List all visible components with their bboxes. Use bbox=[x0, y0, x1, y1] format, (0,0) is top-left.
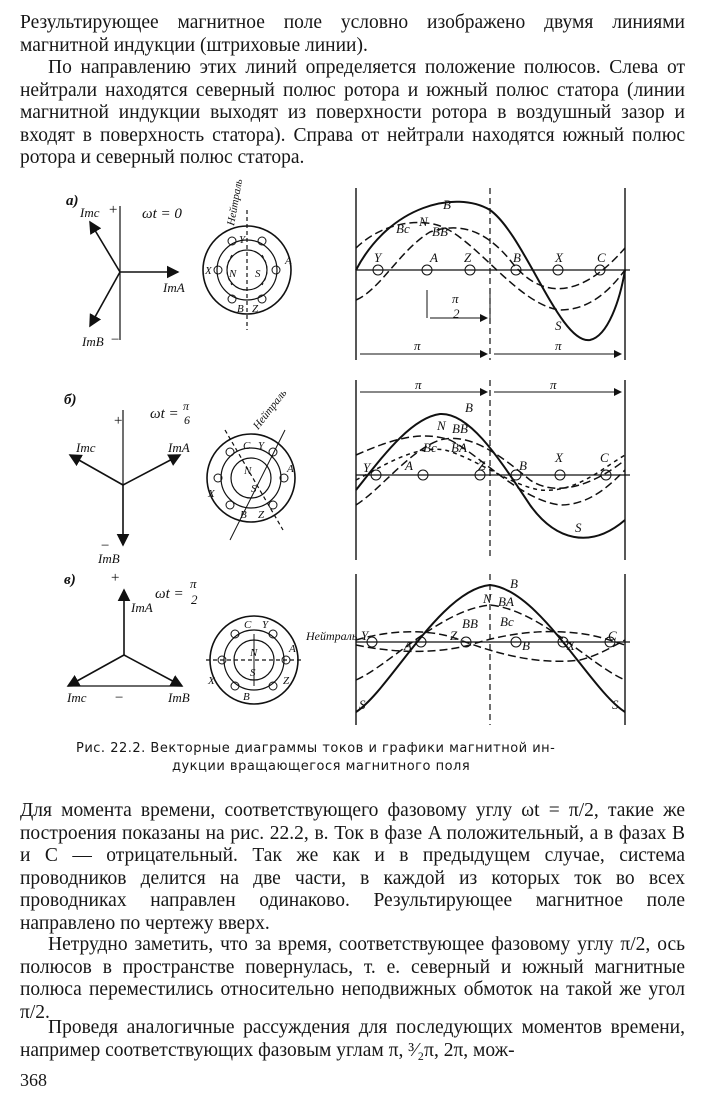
panel-c-wt-num: π bbox=[190, 576, 197, 591]
panel-c-letter: в) bbox=[64, 572, 76, 588]
panel-c-rotor-a: A bbox=[289, 643, 296, 655]
panel-c-graph bbox=[356, 574, 630, 725]
panel-a-graph-pi-half-num: π bbox=[452, 291, 459, 306]
panel-c-neutral-label: Нейтраль bbox=[306, 629, 358, 643]
panel-b-graph bbox=[356, 380, 630, 560]
panel-c-graph-bc: Bc bbox=[500, 614, 514, 629]
panel-b-graph-c: C bbox=[600, 450, 609, 465]
panel-a-vector-c bbox=[90, 222, 120, 272]
panel-a-graph-bb: BB bbox=[432, 224, 448, 239]
panel-b-label-ima: ImA bbox=[168, 440, 190, 455]
panel-a-wt: ωt = 0 bbox=[142, 206, 182, 222]
panel-b-rotor-x: X bbox=[208, 488, 215, 500]
panel-a-rotor-z: Z bbox=[252, 303, 259, 315]
panel-a-neutral-label: Нейтраль bbox=[225, 178, 246, 227]
figure-caption bbox=[76, 740, 636, 776]
panel-a-machine bbox=[203, 210, 291, 330]
panel-c-rotor-c: C bbox=[244, 619, 252, 631]
caption-line-2: дукции вращающегося магнитного поля bbox=[172, 759, 471, 774]
panel-c-graph-a: A bbox=[404, 638, 412, 653]
page-number: 368 bbox=[20, 1070, 47, 1090]
panel-b-graph-z: Z bbox=[478, 458, 486, 473]
panel-b-letter: б) bbox=[64, 392, 77, 408]
panel-b-rotor-n: N bbox=[244, 465, 252, 477]
panel-c-rotor-s: S bbox=[250, 667, 256, 679]
panel-b-graph-pi1: π bbox=[415, 377, 422, 392]
panel-a-label-ima: ImA bbox=[163, 280, 185, 295]
panel-c-graph-z: Z bbox=[450, 628, 458, 643]
panel-b-graph-n: N bbox=[437, 418, 446, 433]
panel-b-neutral-label: Нейтраль bbox=[250, 387, 290, 432]
panel-b-graph-bb: BB bbox=[452, 421, 468, 436]
panel-c-rotor-y: Y bbox=[262, 619, 269, 631]
panel-a-graph-s: S bbox=[555, 318, 562, 333]
paragraph-5-text: Проведя аналогичные рассуждения для последующих моментов времени, например соответствующих фазовым углам π, ³⁄₂π, 2π, мож- bbox=[20, 1017, 685, 1061]
panel-a-graph-pi1: π bbox=[414, 338, 421, 353]
panel-b-rotor-z: Z bbox=[258, 509, 265, 521]
panel-b-graph-bc: Bc bbox=[423, 440, 437, 455]
panel-b bbox=[64, 377, 630, 566]
panel-a-label-imb: ImB bbox=[82, 334, 104, 349]
panel-c-graph-y: Y bbox=[361, 628, 369, 643]
panel-a-label-imc: Imc bbox=[80, 205, 100, 220]
panel-c-label-imb: ImB bbox=[168, 690, 190, 705]
panel-a-graph-c: C bbox=[597, 250, 606, 265]
panel-b-graph-b: B bbox=[465, 400, 473, 415]
panel-c-minus: − bbox=[114, 690, 125, 706]
panel-a-rotor-a: A bbox=[285, 255, 292, 267]
panel-b-rotor-b: B bbox=[240, 509, 247, 521]
paragraph-2-text: По направлению этих линий определяется положение полюсов. Слева от нейтрали находятся северный полюс ротора и южный полюс статора (линии магнитной индукции выходят из поверхности ротора в воздушный зазор и входят в поверхность статора). Справа от нейтрали находятся южный полюс ротора и северный полюс статора. bbox=[20, 57, 685, 168]
paragraph-1: Результирующее магнитное поле условно изображено двумя линиями магнитной индукции (штриховые линии). bbox=[20, 12, 685, 56]
panel-b-minus: − bbox=[100, 538, 111, 554]
panel-b-rotor-a: A bbox=[287, 463, 294, 475]
panel-b-graph-pi2: π bbox=[550, 377, 557, 392]
panel-b-wt: ωt = bbox=[150, 406, 179, 422]
panel-b-graph-x: X bbox=[555, 450, 563, 465]
panel-a-graph-pi-half-den: 2 bbox=[453, 306, 460, 321]
paragraph-3: Для момента времени, соответствующего фазовому углу ωt = π/2, такие же построения показаны на рис. 22.2, в. Ток в фазе A положительный, а в фазах B и C — отрицательный. Так же как и в предыдущем случае, система проводников делится на две части, в каждой из которых ток во всех проводниках направлен одинаково. Результирующее магнитное поле направлено по чертежу вверх. bbox=[20, 800, 685, 934]
panel-a-vector-b bbox=[90, 272, 120, 326]
panel-c-rotor-x: X bbox=[208, 675, 215, 687]
panel-c-plus: + bbox=[110, 570, 121, 586]
panel-c bbox=[64, 570, 630, 725]
panel-c-machine bbox=[206, 616, 302, 704]
panel-b-graph-y: Y bbox=[363, 460, 371, 475]
panel-b-label-imc: Imc bbox=[76, 440, 96, 455]
panel-a-graph-b: B bbox=[443, 197, 451, 212]
panel-c-graph-n: N bbox=[483, 591, 492, 606]
panel-a-rotor-b: B bbox=[237, 303, 244, 315]
panel-c-label-imc: Imc bbox=[67, 690, 87, 705]
panel-b-wt-den: 6 bbox=[184, 413, 190, 427]
panel-a bbox=[66, 178, 630, 360]
panel-c-graph-c: C bbox=[608, 628, 617, 643]
paragraph-5 bbox=[20, 1017, 685, 1062]
panel-c-rotor-b: B bbox=[243, 691, 250, 703]
panel-a-rotor-s: S bbox=[255, 268, 261, 280]
panel-a-graph-y: Y bbox=[374, 250, 382, 265]
panel-b-rotor-y: Y bbox=[258, 440, 265, 452]
panel-b-graph-ba: BA bbox=[451, 440, 467, 455]
panel-c-graph-ba: BA bbox=[498, 594, 514, 609]
panel-c-wt-den: 2 bbox=[191, 592, 198, 607]
panel-a-rotor-n: N bbox=[229, 268, 237, 280]
panel-c-graph-b2: B bbox=[522, 638, 530, 653]
panel-c-graph-bb: BB bbox=[462, 616, 478, 631]
panel-c-rotor-n: N bbox=[250, 647, 258, 659]
panel-b-graph-s: S bbox=[575, 520, 582, 535]
panel-a-graph-a: A bbox=[430, 250, 438, 265]
panel-a-graph-z: Z bbox=[464, 250, 472, 265]
panel-a-letter: а) bbox=[66, 193, 79, 209]
panel-a-graph-bc: Bc bbox=[396, 221, 410, 236]
panel-b-rotor-s: S bbox=[251, 483, 257, 495]
panel-a-graph-b2: B bbox=[513, 250, 521, 265]
panel-b-vector-diagram bbox=[70, 410, 180, 545]
panel-c-vector-diagram bbox=[68, 590, 182, 686]
panel-b-plus: + bbox=[113, 413, 124, 429]
panel-a-graph-x: X bbox=[555, 250, 563, 265]
panel-a-graph-n: N bbox=[419, 214, 428, 229]
panel-a-graph-pi2: π bbox=[555, 338, 562, 353]
panel-b-label-imb: ImB bbox=[98, 551, 120, 566]
panel-c-graph-x: X bbox=[567, 638, 575, 653]
panel-b-rotor-c: C bbox=[243, 440, 251, 452]
panel-b-wt-num: π bbox=[183, 399, 190, 413]
panel-a-minus: − bbox=[110, 332, 121, 348]
panel-c-graph-s2: S bbox=[612, 697, 619, 712]
panel-c-graph-s1: S bbox=[359, 697, 366, 712]
panel-c-wt: ωt = bbox=[155, 586, 184, 602]
panel-a-plus: + bbox=[108, 202, 119, 218]
panel-a-rotor-x: X bbox=[205, 265, 212, 277]
panel-c-graph-b: B bbox=[510, 576, 518, 591]
panel-a-vector-diagram bbox=[90, 206, 178, 340]
paragraph-4-text: Нетрудно заметить, что за время, соответствующее фазовому углу π/2, ось полюсов в пространстве повернулась, т. е. северный и южный магнитные полюса переместились относительно неподвижных обмоток на такой же угол π/2. bbox=[20, 934, 685, 1023]
panel-b-graph-a: A bbox=[405, 458, 413, 473]
panel-c-label-ima: ImA bbox=[131, 600, 153, 615]
panel-b-graph-b2: B bbox=[519, 458, 527, 473]
panel-c-rotor-z: Z bbox=[283, 675, 290, 687]
panel-a-rotor-y: Y bbox=[239, 234, 246, 246]
paragraph-4 bbox=[20, 934, 685, 1024]
panel-a-graph bbox=[356, 188, 630, 360]
caption-line-1: Рис. 22.2. Векторные диаграммы токов и графики магнитной ин- bbox=[76, 741, 556, 756]
